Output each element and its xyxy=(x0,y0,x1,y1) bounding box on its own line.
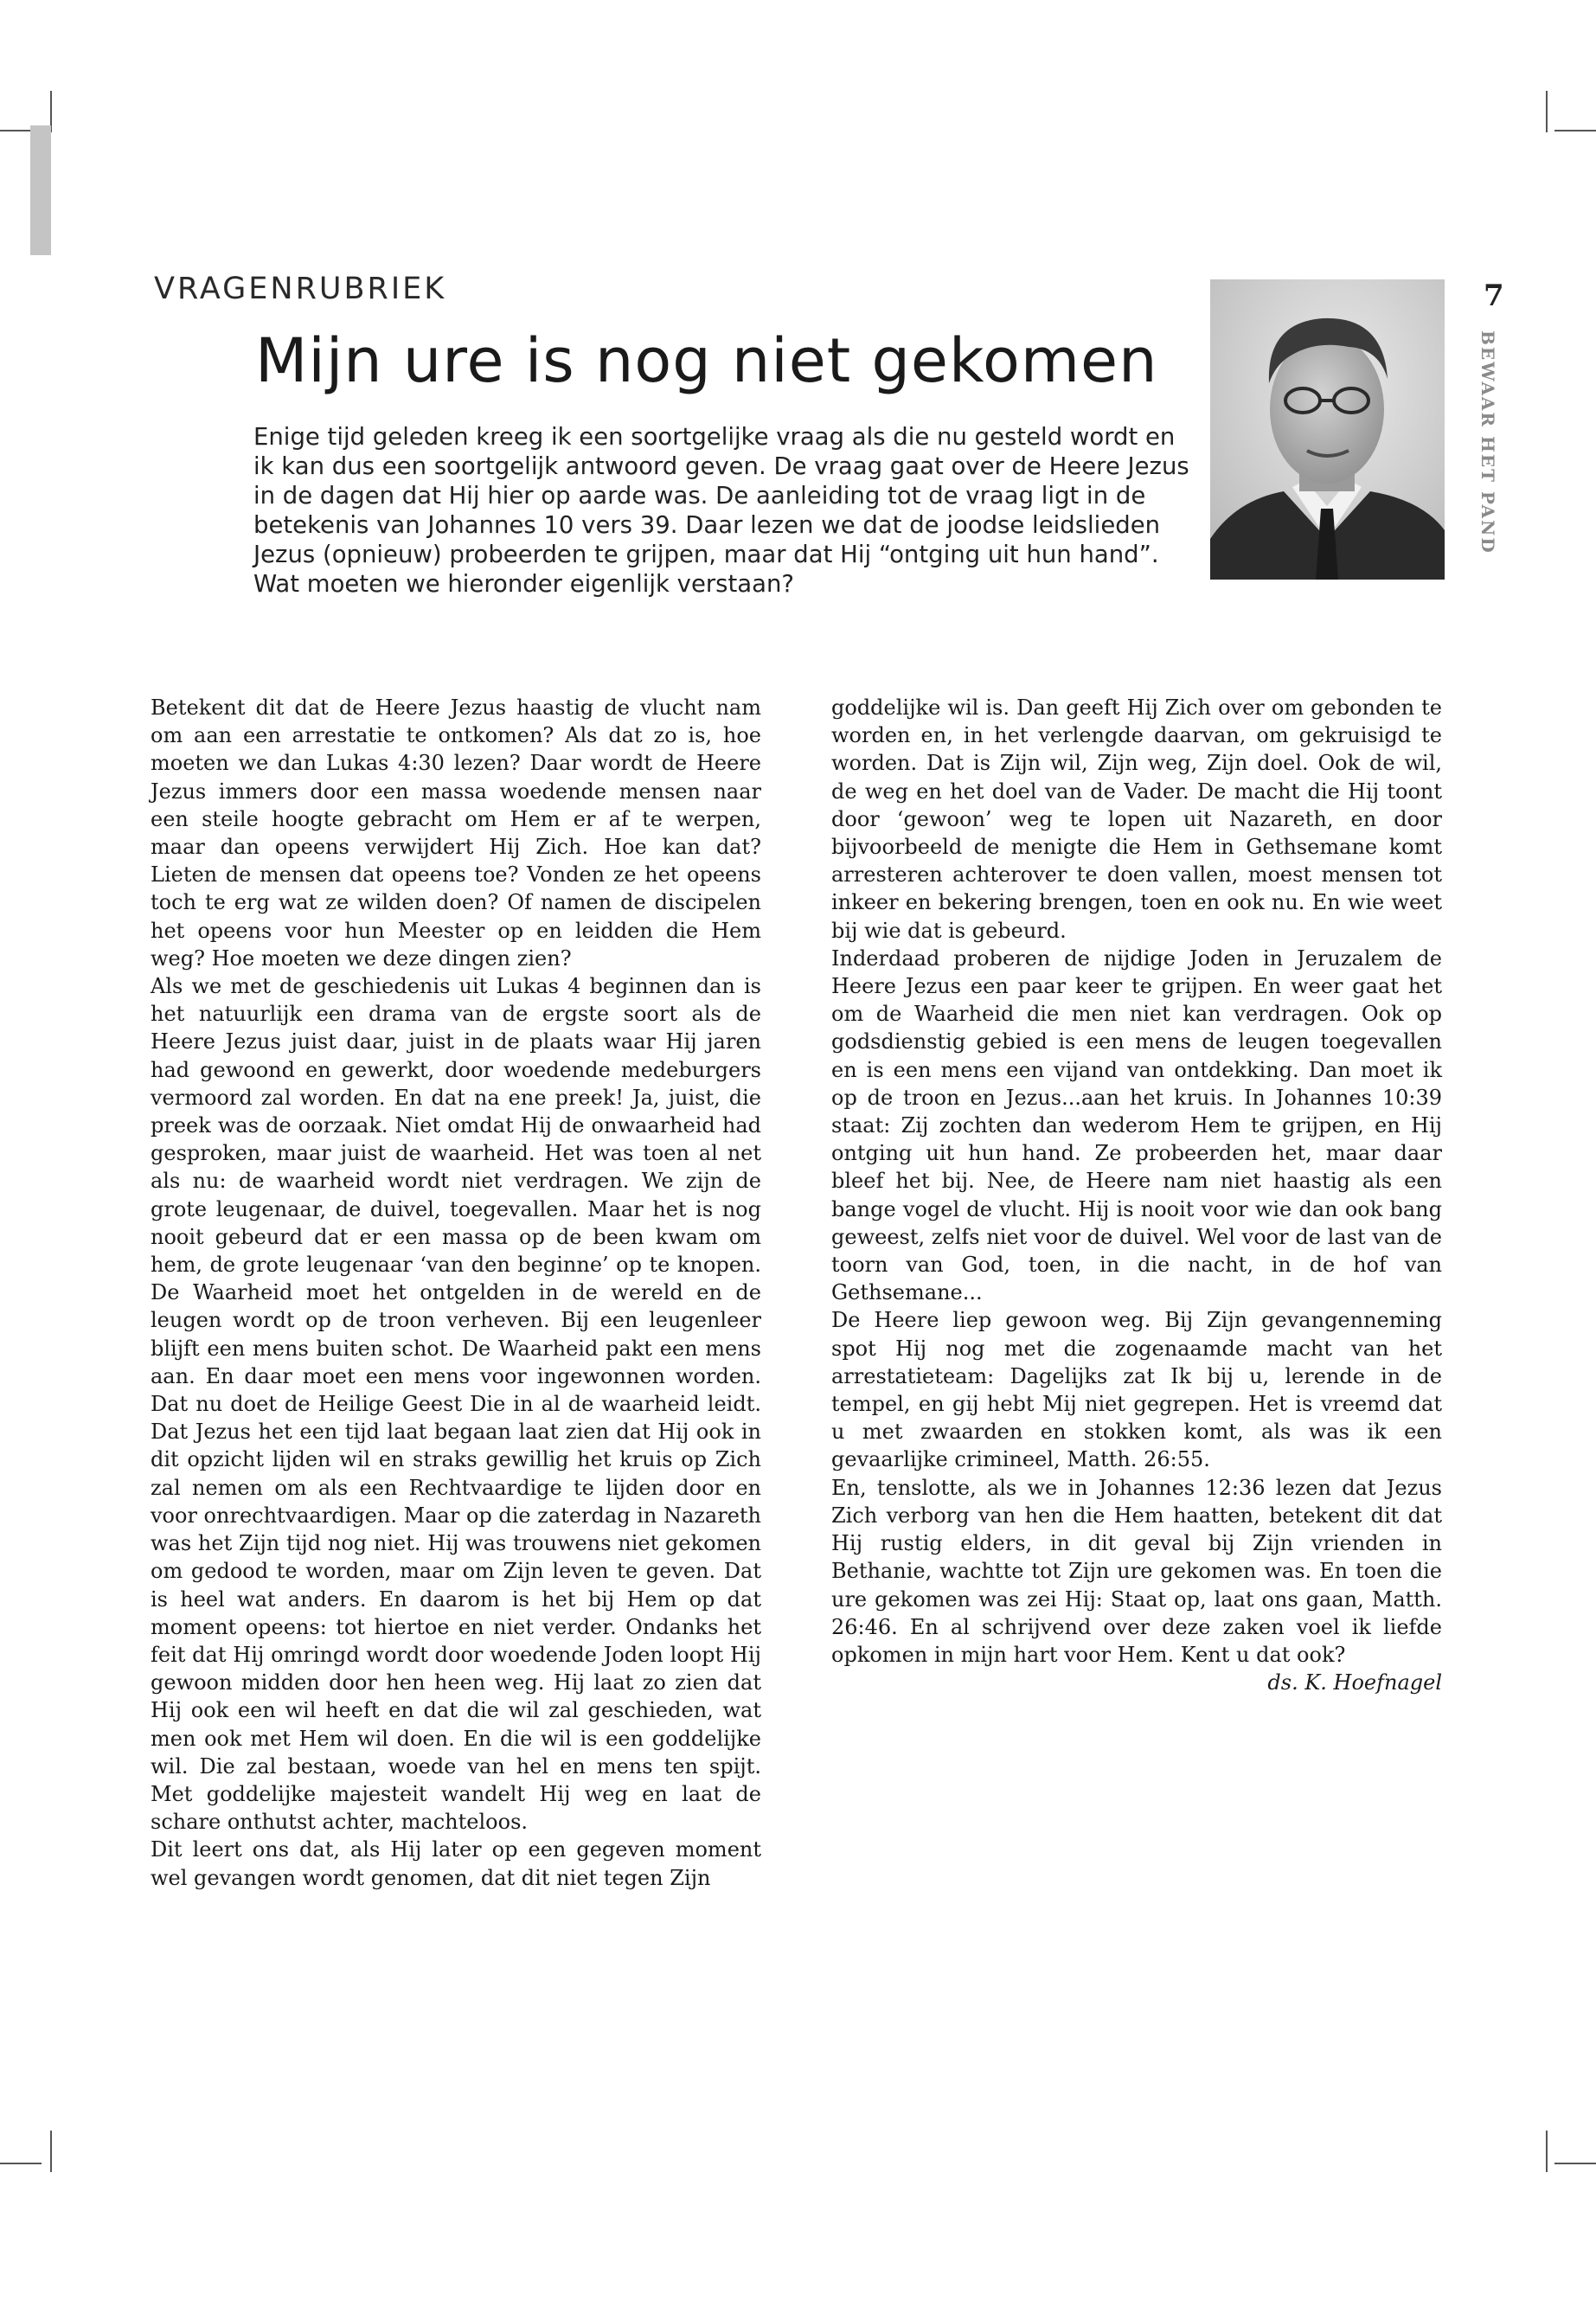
body-paragraph: Inderdaad proberen de nijdige Joden in Jeruzalem de Heere Jezus een paar keer te grijpen. En weer gaat het om de Waarheid die men niet kan verdragen. Ook op godsdienstig gebied is een mens de leugen toegevallen en is een mens een vijand van ontdekking. Dan moet ik op de troon en Jezus...aan het kruis. In Johannes 10:39 staat: Zij zochten dan wederom Hem te grijpen, en Hij ontging uit hun hand. Ze probeerden het, maar daar bleef het bij. Nee, de Heere nam niet haastig als een bange vogel de vlucht. Hij is nooit voor wie dan ook bang geweest, zelfs niet voor de duivel. Wel voor de last van de toorn van God, toen, in die nacht, in de hof van Gethsemane... xyxy=(831,945,1442,1305)
body-paragraph: De Heere liep gewoon weg. Bij Zijn gevangenneming spot Hij nog met die zogenaamde macht van het arrestatieteam: Dagelijks zat Ik bij u, lerende in de tempel, en gij hebt Mij niet gegrepen. Het is vreemd dat u met zwaarden en stokken komt, als was ik een gevaarlijke crimineel, Matth. 26:55. xyxy=(831,1308,1442,1472)
headline: Mijn ure is nog niet gekomen xyxy=(255,325,1158,396)
crop-mark xyxy=(1554,130,1596,131)
section-label: VRAGENRUBRIEK xyxy=(154,272,447,306)
intro-paragraph: Enige tijd geleden kreeg ik een soortgelijke vraag als die nu gesteld wordt en ik kan dus een soortgelijk antwoord geven. De vraag gaat over de Heere Jezus in de dagen dat Hij hier op aarde was. De aanleiding tot de vraag ligt in de betekenis van Johannes 10 vers 39. Daar lezen we dat de joodse leidslieden Jezus (opnieuw) probeerden te grijpen, maar dat Hij “ontging uit hun hand”. Wat moeten we hieronder eigenlijk verstaan? xyxy=(253,423,1189,598)
crop-mark xyxy=(1546,91,1548,132)
author-signature: ds. K. Hoefnagel xyxy=(1267,1670,1442,1695)
crop-mark xyxy=(1546,2131,1548,2172)
running-title: BEWAAR HET PAND xyxy=(1477,330,1498,554)
crop-mark xyxy=(1554,2163,1596,2164)
author-portrait xyxy=(1210,279,1445,580)
crop-mark xyxy=(0,2163,42,2164)
body-paragraph: Dit leert ons dat, als Hij later op een gegeven moment wel gevangen wordt genomen, dat dit niet tegen Zijn xyxy=(151,1837,761,1890)
article-column-left xyxy=(151,694,761,1892)
article-column-right xyxy=(831,694,1442,1696)
body-paragraph: Betekent dit dat de Heere Jezus haastig de vlucht nam om aan een arrestatie te ontkomen? Als dat zo is, hoe moeten we dan Lukas 4:30 lezen? Daar wordt de Heere Jezus immers door een massa woedende mensen naar een steile hoogte gebracht om Hem er af te werpen, maar dan opeens verwijdert Hij Zich. Hoe kan dat? Lieten de mensen dat opeens toe? Vonden ze het opeens toch te erg wat ze wilden doen? Of namen de discipelen het opeens voor hun Meester op en leidden die Hem weg? Hoe moeten we deze dingen zien? xyxy=(151,695,761,971)
body-paragraph: Als we met de geschiedenis uit Lukas 4 beginnen dan is het natuurlijk een drama van de ergste soort als de Heere Jezus juist daar, juist in de plaats waar Hij jaren had gewoond en gewerkt, door woedende medeburgers vermoord zal worden. En dat na ene preek! Ja, juist, die preek was de oorzaak. Niet omdat Hij de onwaarheid had gesproken, maar juist de waarheid. Het was toen al net als nu: de waarheid wordt niet verdragen. We zijn de grote leugenaar, de duivel, toegevallen. Maar het is nog nooit gebeurd dat er een massa op de been kwam om hem, de grote leugenaar ‘van den beginne’ op te knopen. De Waarheid moet het ontgelden in de wereld en de leugen wordt op de troon verheven. Bij een leugenleer blijft een mens buiten schot. De Waarheid pakt een mens aan. En daar moet een mens voor ingewonnen worden. Dat nu doet de Heilige Geest Die in al de waarheid leidt. Dat Jezus het een tijd laat begaan laat zien dat Hij ook in dit opzicht lijden wil en straks gewillig het kruis op Zich zal nemen om als een Rechtvaardige te lijden door en voor onrechtvaardigen. Maar op die zaterdag in Nazareth was het Zijn tijd nog niet. Hij was trouwens niet gekomen om gedood te worden, maar om Zijn leven te geven. Dat is heel wat anders. En daarom is het bij Hem op dat moment opeens: tot hiertoe en niet verder. Ondanks het feit dat Hij omringd wordt door woedende Joden loopt Hij gewoon midden door hen heen weg. Hij laat zo zien dat Hij ook een wil heeft en dat die wil zal geschieden, wat men ook met Hem wil doen. En die wil is een goddelijke wil. Die zal bestaan, woede van hel en mens ten spijt. Met goddelijke majesteit wandelt Hij weg en laat de schare onthutst achter, machteloos. xyxy=(151,974,761,1835)
margin-bar xyxy=(30,125,51,255)
crop-mark xyxy=(50,2131,52,2172)
body-paragraph: En, tenslotte, als we in Johannes 12:36 lezen dat Jezus Zich verborg van hen die Hem haatten, betekent dit dat Hij rustig elders, in dit geval bij Zijn vrienden in Bethanie, wachtte tot Zijn ure gekomen was. En toen die ure gekomen was zei Hij: Staat op, laat ons gaan, Matth. 26:46. En al schrijvend over deze zaken voel ik liefde opkomen in mijn hart voor Hem. Kent u dat ook? xyxy=(831,1475,1442,1667)
body-paragraph: goddelijke wil is. Dan geeft Hij Zich over om gebonden te worden en, in het verlengde daarvan, om gekruisigd te worden. Dat is Zijn wil, Zijn weg, Zijn doel. Ook de wil, de weg en het doel van de Vader. De macht die Hij toont door ‘gewoon’ weg te lopen uit Nazareth, en door bijvoorbeeld de menigte die Hem in Gethsemane komt arresteren achterover te doen vallen, moest mensen tot inkeer en bekering brengen, toen en ook nu. En wie weet bij wie dat is gebeurd. xyxy=(831,695,1442,943)
page-number: 7 xyxy=(1484,279,1504,313)
